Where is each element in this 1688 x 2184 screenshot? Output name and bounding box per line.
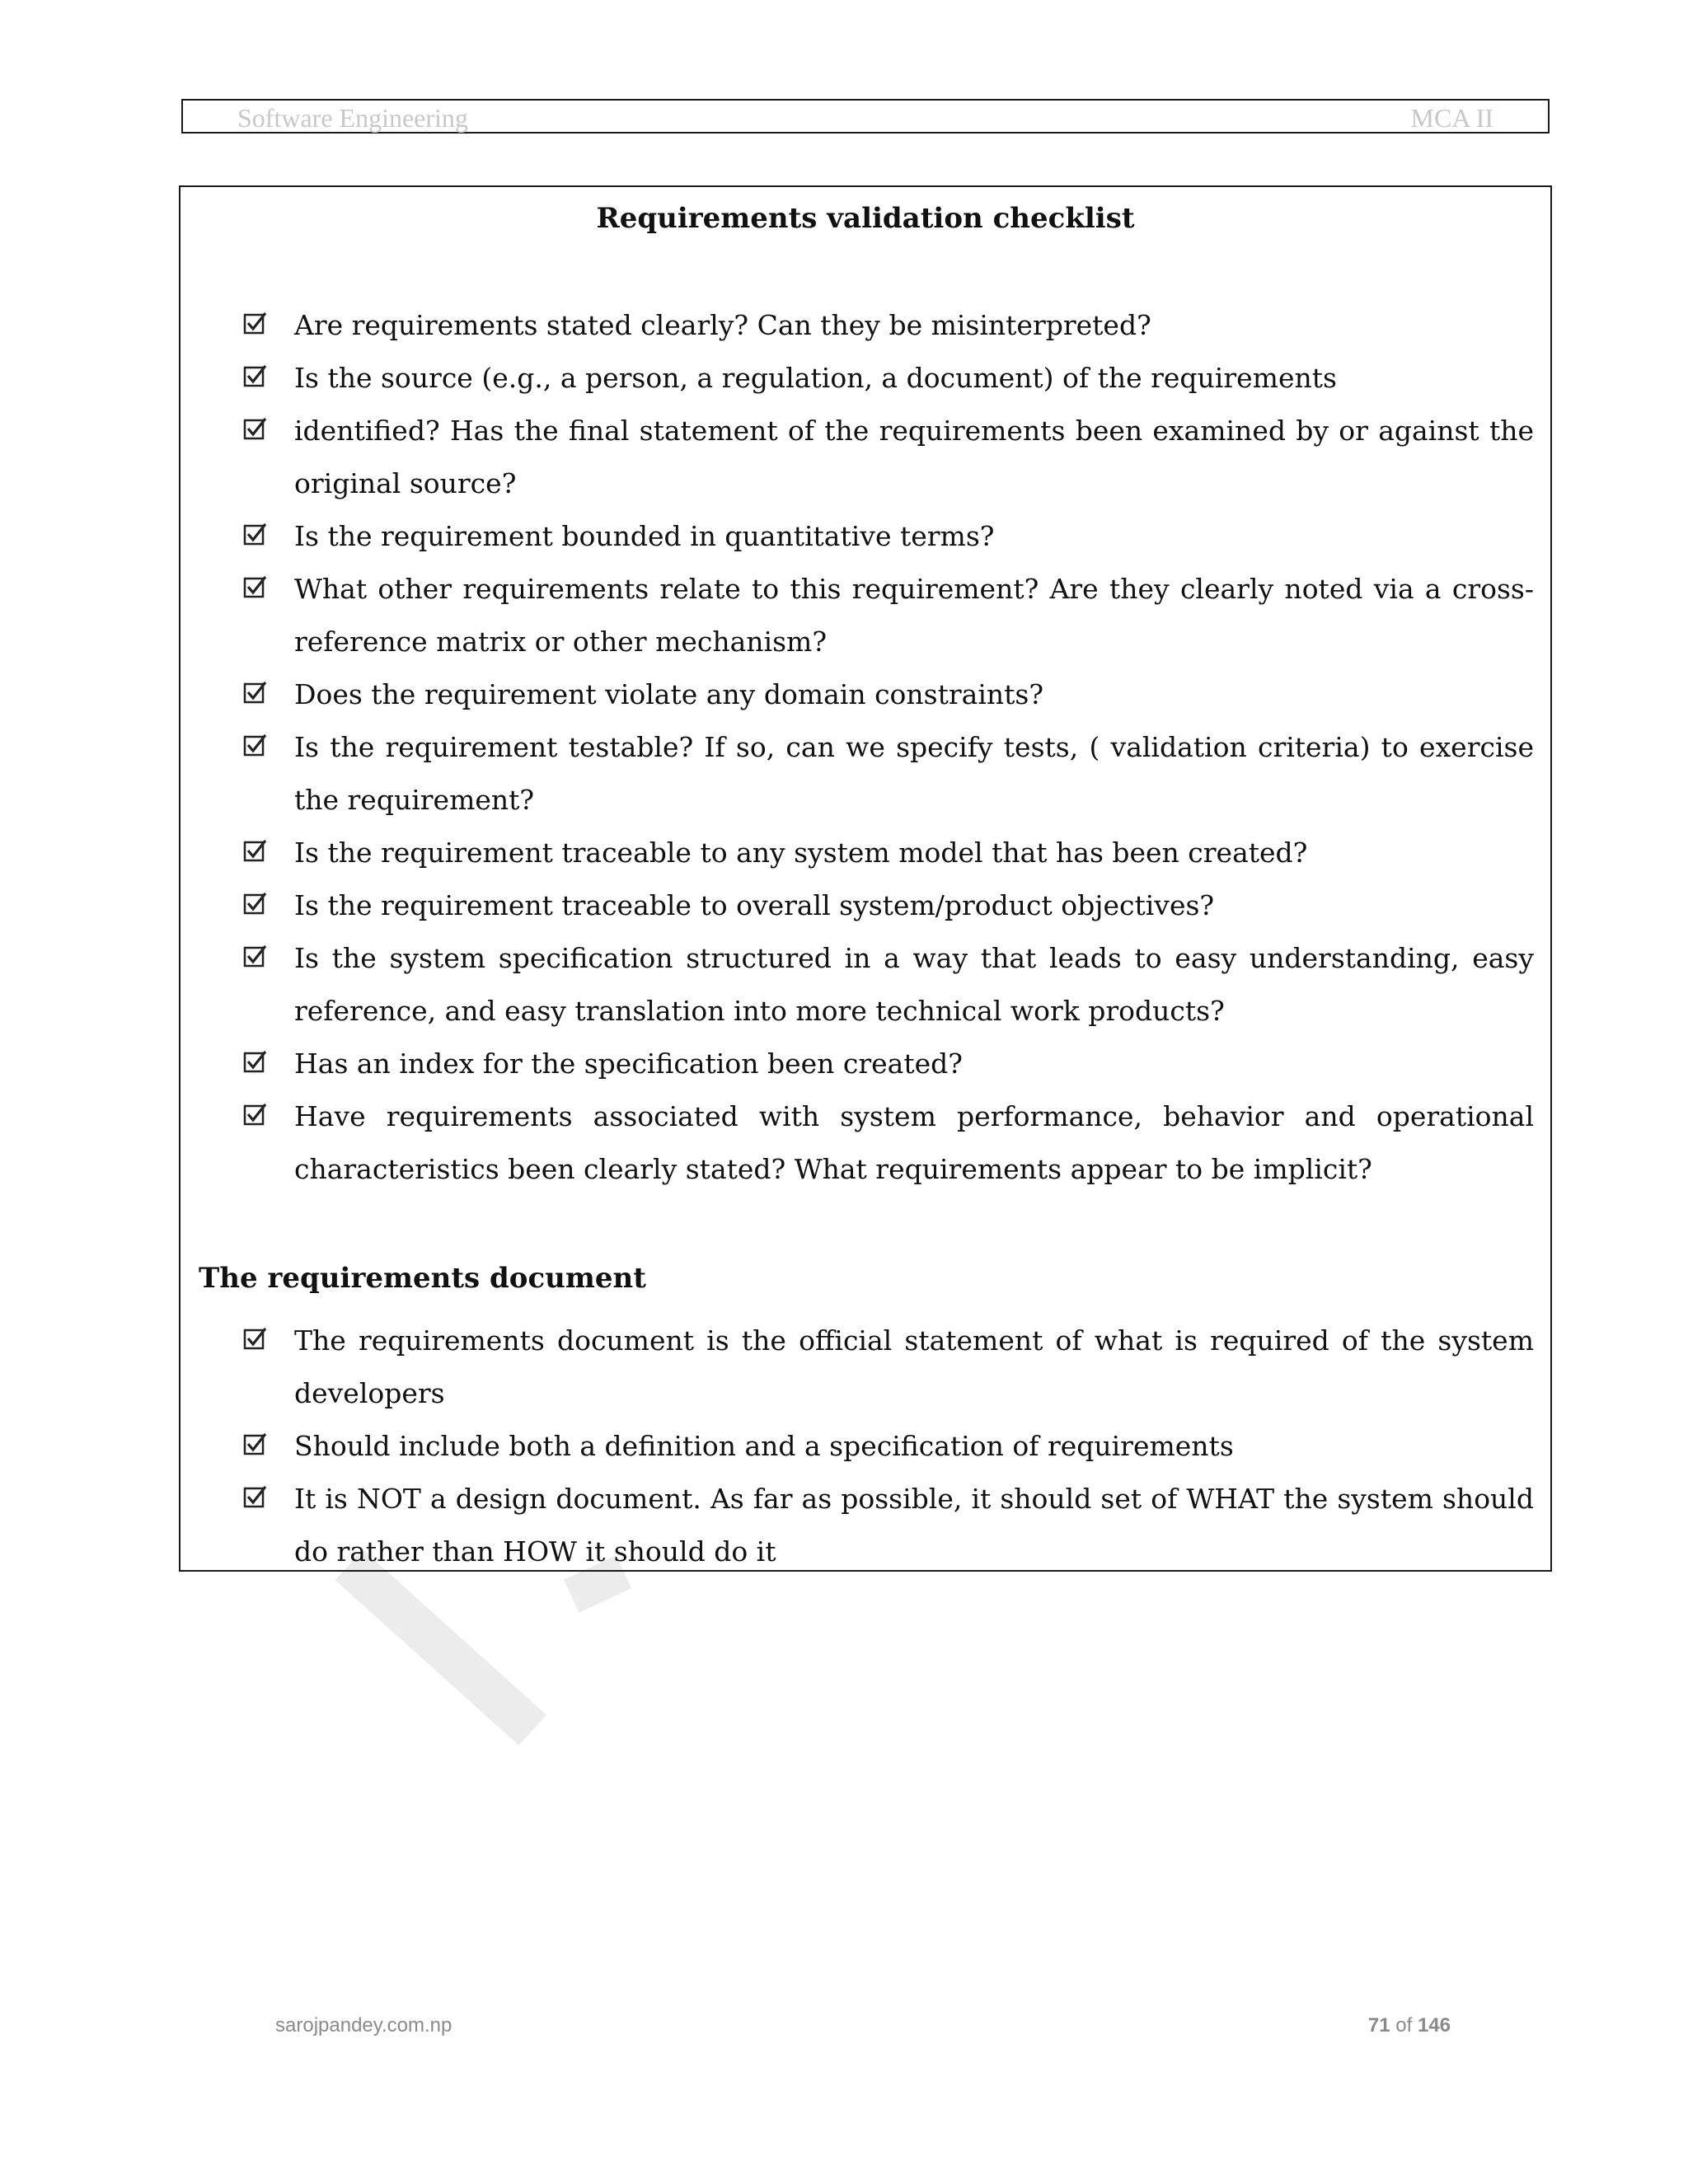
page-current: 71 — [1367, 2014, 1390, 2036]
checkbox-checked-icon — [243, 1484, 268, 1509]
checkbox-checked-icon — [243, 891, 268, 916]
checkbox-checked-icon — [243, 944, 268, 968]
checklist-item — [181, 510, 1550, 563]
checkbox-checked-icon — [243, 1049, 268, 1074]
checklist-item-text: What other requirements relate to this requirement? Are they clearly noted via a cross-reference matrix or other mechanism? — [294, 573, 1534, 658]
list-item — [181, 1420, 1550, 1473]
checklist-item — [181, 879, 1550, 932]
checklist-item-text: identified? Has the final statement of the requirements been examined by or against the original source? — [294, 415, 1534, 499]
requirements-document-list — [181, 1315, 1550, 1578]
content-frame — [179, 185, 1552, 1572]
page-number — [1368, 2014, 1451, 2037]
checklist-item — [181, 932, 1550, 1038]
checkbox-checked-icon — [243, 733, 268, 757]
checklist-item — [181, 721, 1550, 827]
checkbox-checked-icon — [243, 416, 268, 441]
list-item — [181, 1315, 1550, 1420]
checkbox-checked-icon — [243, 522, 268, 546]
checkbox-checked-icon — [243, 680, 268, 705]
checklist-item — [181, 563, 1550, 668]
checklist-item-text: Has an index for the specification been created? — [294, 1047, 963, 1080]
page-total: 146 — [1417, 2014, 1451, 2036]
checklist-title: Requirements validation checklist — [596, 202, 1135, 235]
page-header — [181, 99, 1550, 134]
checkbox-checked-icon — [243, 311, 268, 335]
checkbox-checked-icon — [243, 838, 268, 863]
header-program: MCA II — [1410, 103, 1493, 133]
list-item-text: The requirements document is the official statement of what is required of the system developers — [294, 1324, 1534, 1409]
checklist-item — [181, 299, 1550, 352]
page-of: of — [1395, 2014, 1413, 2036]
checkbox-checked-icon — [243, 363, 268, 388]
checkbox-checked-icon — [243, 574, 268, 599]
header-course: Software Engineering — [237, 103, 468, 133]
section-heading: The requirements document — [199, 1262, 646, 1295]
checklist-item — [181, 1038, 1550, 1090]
checkbox-checked-icon — [243, 1102, 268, 1127]
list-item-text: Should include both a definition and a specification of requirements — [294, 1430, 1234, 1462]
checkbox-checked-icon — [243, 1432, 268, 1456]
checklist-item-text: Is the requirement traceable to overall system/product objectives? — [294, 889, 1215, 921]
watermark-stroke — [335, 1549, 546, 1746]
list-item — [181, 1473, 1550, 1578]
validation-checklist — [181, 299, 1550, 1196]
checklist-item-text: Is the requirement bounded in quantitative terms? — [294, 520, 995, 552]
checklist-item — [181, 352, 1550, 405]
checklist-item-text: Have requirements associated with system performance, behavior and operational characteristics been clearly stated? What requirements appear to be implicit? — [294, 1100, 1534, 1185]
checklist-item — [181, 827, 1550, 879]
list-item-text: It is NOT a design document. As far as possible, it should set of WHAT the system should do rather than HOW it should do it — [294, 1483, 1534, 1568]
checklist-item-text: Is the requirement traceable to any system model that has been created? — [294, 837, 1308, 869]
checklist-item-text: Is the source (e.g., a person, a regulation, a document) of the requirements — [294, 362, 1337, 394]
checklist-item-text: Does the requirement violate any domain constraints? — [294, 678, 1044, 710]
checkbox-checked-icon — [243, 1326, 268, 1351]
checklist-item — [181, 405, 1550, 510]
footer-site: sarojpandey.com.np — [275, 2014, 452, 2036]
checklist-item-text: Are requirements stated clearly? Can they be misinterpreted? — [294, 309, 1151, 341]
checklist-item-text: Is the requirement testable? If so, can we specify tests, ( validation criteria) to exercise the requirement? — [294, 731, 1534, 816]
checklist-item-text: Is the system specification structured in a way that leads to easy understanding, easy reference, and easy translation into more technical work products? — [294, 942, 1534, 1027]
checklist-item — [181, 1090, 1550, 1196]
checklist-item — [181, 668, 1550, 721]
